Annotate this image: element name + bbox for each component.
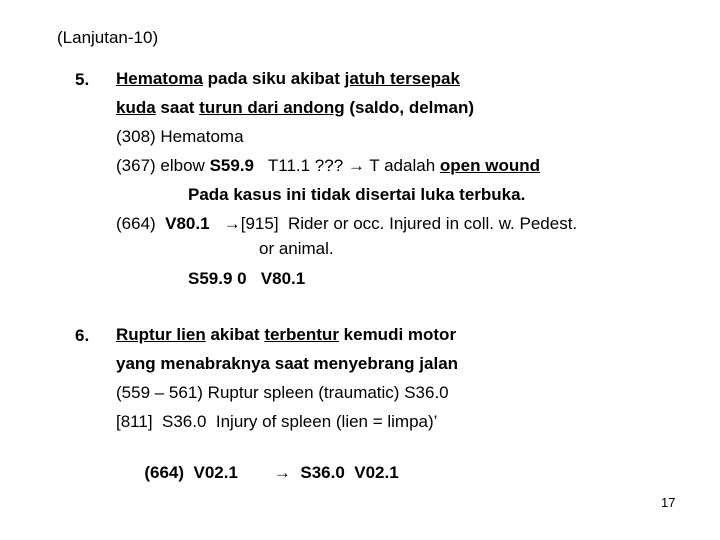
- text-segment: (367) elbow: [116, 156, 210, 175]
- text-open-wound: open wound: [439, 156, 540, 175]
- arrow-right-icon: →: [223, 214, 241, 233]
- item-6-line-2: yang menabraknya saat menyebrang jalan: [116, 354, 459, 373]
- text-turun-dari-andong: turun dari andong: [199, 98, 345, 117]
- item-number: 6.: [75, 326, 90, 345]
- text-segment: [210, 214, 224, 233]
- text-terbentur: terbentur: [264, 325, 339, 344]
- item-5-line-2: [116, 97, 474, 119]
- text-ruptur-lien: Ruptur lien: [116, 325, 206, 344]
- text-segment: pada siku akibat: [202, 69, 345, 88]
- arrow-right-icon: →: [347, 156, 365, 175]
- item-number: 5.: [75, 70, 90, 89]
- text-segment: (saldo, delman): [344, 98, 475, 117]
- item-5-line-7: or animal.: [259, 239, 334, 258]
- item-6-line-1: [116, 324, 456, 346]
- item-6-line-4: [811] S36.0 Injury of spleen (lien = limpa)’: [116, 412, 438, 431]
- text-segment: akibat: [205, 325, 265, 344]
- text-segment: (664) V02.1: [144, 463, 238, 482]
- item-5-line-3: (308) Hematoma: [116, 127, 244, 146]
- item-6-line-5: [116, 440, 399, 506]
- page-number: 17: [661, 495, 676, 510]
- item-5-line-1: [116, 68, 460, 90]
- text-segment: S36.0 V02.1: [290, 463, 399, 482]
- text-kuda: kuda: [116, 98, 156, 117]
- text-segment: T11.1 ???: [254, 156, 348, 175]
- arrow-right-icon: →: [273, 463, 291, 482]
- text-segment: [915] Rider or occ. Injured in coll. w. Pedest.: [240, 214, 578, 233]
- item-5-line-4: [116, 155, 540, 177]
- item-6-line-3: (559 – 561) Ruptur spleen (traumatic) S36.0: [116, 383, 449, 402]
- item-5-line-6: [116, 213, 577, 235]
- text-segment: saat: [155, 98, 200, 117]
- text-jatuh-tersepak: jatuh tersepak: [344, 69, 460, 88]
- text-hematoma: Hematoma: [116, 69, 203, 88]
- item-5-line-8: S59.9 0 V80.1: [188, 269, 306, 288]
- text-segment: kemudi motor: [338, 325, 457, 344]
- code-v80-1: V80.1: [165, 214, 210, 233]
- code-s59-9: S59.9: [209, 156, 254, 175]
- slide-header: (Lanjutan-10): [57, 28, 159, 47]
- text-segment: (664): [116, 214, 166, 233]
- item-5-line-5: Pada kasus ini tidak disertai luka terbuka.: [188, 185, 526, 204]
- text-segment: T adalah: [364, 156, 440, 175]
